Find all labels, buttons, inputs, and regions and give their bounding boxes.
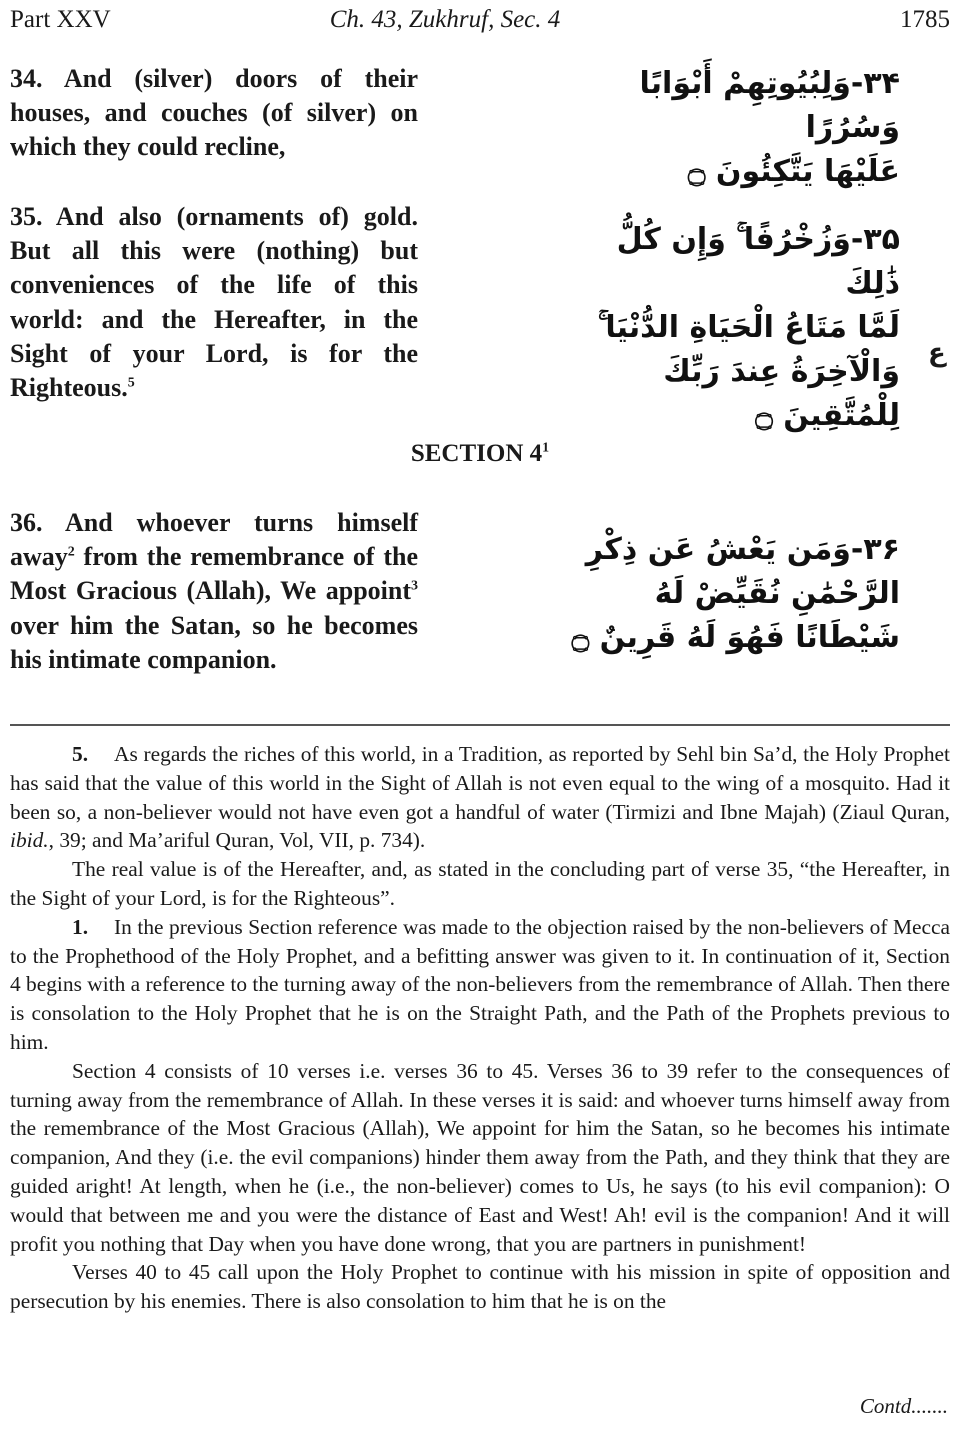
verse-35-arabic-line-2: لَمَّا مَتَاعُ الْحَيَاةِ الدُّنْيَا ۚ (597, 310, 900, 345)
part-label: Part XXV (10, 6, 111, 33)
verse-36-arabic-line-2: الرَّحْمَٰنِ نُقَيِّضْ لَهُ (654, 576, 900, 611)
verse-36-translation (10, 506, 418, 677)
verse-36-text-part-1: 36. And whoever turns himself away (10, 508, 418, 572)
verse-36-arabic-line-1: ۳۶-وَمَن يَعْشُ عَن ذِكْرِ (585, 532, 900, 567)
note-1-para-3: Verses 40 to 45 call upon the Holy Prophet to continue with his mission in spite of opposition and persecution by his enemies. There is also consolation to him that he is on the (10, 1260, 950, 1314)
verse-36-arabic (570, 528, 900, 660)
verse-34-arabic-line-1: ۳۴-وَلِبُيُوتِهِمْ أَبْوَابًا وَسُرُرًا (639, 66, 900, 145)
footnote-ref-2: 2 (67, 544, 75, 560)
note-1-number: 1. (72, 914, 89, 939)
section-title: SECTION 4 (410, 440, 543, 467)
note-5-text-a: As regards the riches of this world, in a Tradition, as reported by Sehl bin Sa’d, the Holy Prophet has said that the value of this world in the Sight of Allah is not even equal to the wing of a mosquito. Had it been so, a non-believer would not have even got a handful of water (Tirmizi and Ibne Majah) (Ziaul Quran, (10, 742, 950, 824)
continued-label: Contd....... (859, 1394, 948, 1418)
note-1-text: In the previous Section reference was made to the objection raised by the non-believers of Mecca to the Prophethood of the Holy Prophet, and a befitting answer was given to it. In continuation of it, Section 4 begins with a reference to the turning away of the non-believers from the remembrance of Allah. Then there is consolation to the Holy Prophet that he is on the Straight Path, and the Path of the Prophets previous to him. (10, 914, 950, 1054)
note-5-para-2: The real value is of the Hereafter, and, as stated in the concluding part of verse 35, “the Hereafter, in the Sight of your Lord, is for the Righteous”. (10, 857, 950, 910)
page-number: 1785 (900, 6, 950, 33)
footnote-ref-5: 5 (127, 375, 135, 391)
verse-35-arabic (570, 218, 900, 438)
note-5-ibid: ibid. (10, 828, 49, 853)
verse-35-arabic-line-3: وَالْآخِرَةُ عِندَ رَبِّكَ لِلْمُتَّقِينَ ۝ (663, 354, 900, 433)
verse-34-arabic (570, 62, 900, 194)
verse-36-arabic-line-3: شَيْطَانًا فَهُوَ لَهُ قَرِينٌ ۝ (571, 620, 900, 655)
note-5-number: 5. (72, 742, 89, 766)
note-1-para-2: Section 4 consists of 10 verses i.e. verses 36 to 45. Verses 36 to 39 refer to the consequences of turning away from the remembrance of Allah. In these verses it is said: and whoever turns himself away from the remembrance of the Most Gracious (Allah), We appoint for him the Satan, so he becomes his intimate companion, And they (i.e. the evil companions) hinder them away from the Path, and they think that they are guided aright! At length, when he (i.e., the non-believer) comes to Us, he says (to his evil companion): O would that between me and you were the distance of East and West! Ah! evil is the companion! And it will profit you nothing that Day when you have done wrong, that you are partners in punishment! (10, 1058, 950, 1256)
verse-35-arabic-line-1: ۳۵-وَزُخْرُفًا ۚ وَإِن كُلُّ ذَٰلِكَ (616, 222, 900, 301)
page-header (10, 4, 950, 36)
ruku-mark: ع (928, 338, 946, 368)
footnote-divider (10, 724, 950, 726)
verse-34-translation (10, 62, 418, 165)
section-footnote-ref: 1 (542, 440, 550, 456)
verse-34-text: 34. And (silver) doors of their houses, and couches (of silver) on which they could recline, (10, 64, 418, 162)
verse-36-text-part-3: over him the Satan, so he becomes his intimate companion. (10, 610, 418, 674)
note-5-text-b: , 39; and Ma’ariful Quran, Vol, VII, p. 734). (48, 828, 426, 853)
note-5-para-1 (10, 740, 950, 855)
chapter-title: Ch. 43, Zukhruf, Sec. 4 (329, 6, 561, 33)
verse-35-translation (10, 200, 418, 405)
verse-35-text: 35. And also (ornaments of) gold. But all this were (nothing) but conveniences of the life of this world: and the Hereafter, in the Sight of your Lord, is for the Righteous. (10, 202, 418, 403)
footnote-ref-3: 3 (411, 578, 418, 594)
footnotes (10, 740, 950, 1316)
verse-34-arabic-line-2: عَلَيْهَا يَتَّكِئُونَ ۝ (687, 154, 900, 189)
verse-36-text-part-2: from the remembrance of the Most Gracious (Allah), We appoint (10, 542, 418, 606)
note-1-para-1 (10, 913, 950, 1057)
section-heading (0, 440, 960, 468)
